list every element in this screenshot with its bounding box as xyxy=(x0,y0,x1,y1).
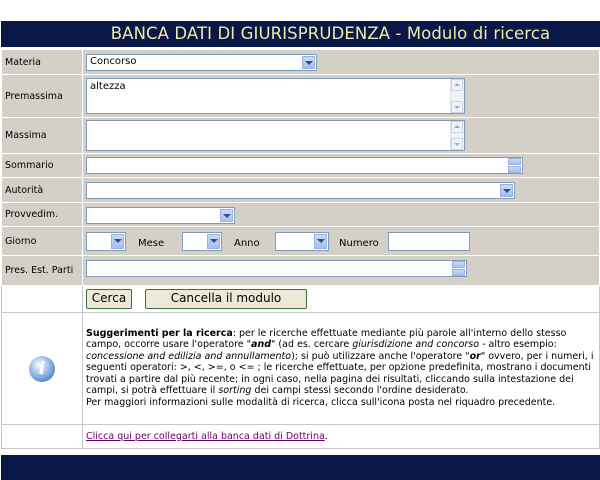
info-text-7: Per maggiori informazioni sulle modalità di ricerca, clicca sull'icona posta nel riquadro precedente. xyxy=(86,396,556,408)
link-period: . xyxy=(324,431,328,442)
page-header xyxy=(1,21,600,47)
row-buttons xyxy=(2,286,600,313)
materia-label: Materia xyxy=(2,50,83,75)
mese-select[interactable] xyxy=(182,232,222,251)
spin-up-icon[interactable] xyxy=(452,261,465,268)
scroll-down-icon[interactable] xyxy=(451,101,463,113)
row-sommario xyxy=(2,154,600,178)
row-premassima xyxy=(2,75,600,118)
materia-value: Concorso xyxy=(90,56,137,67)
massima-scrollbar[interactable] xyxy=(450,121,464,150)
giorno-label: Giorno xyxy=(2,227,83,256)
info-or: or xyxy=(469,350,481,362)
provvedim-cell xyxy=(83,203,600,227)
info-text xyxy=(83,313,600,425)
info-text-3: - altro esempio: xyxy=(479,339,557,351)
numero-label: Numero xyxy=(339,238,379,249)
giorno-cell xyxy=(83,227,600,256)
scroll-up-icon[interactable] xyxy=(451,121,463,133)
row-pres-est xyxy=(2,256,600,286)
chevron-down-icon[interactable] xyxy=(302,56,315,69)
row-info xyxy=(2,313,600,425)
cerca-button[interactable]: Cerca xyxy=(86,289,132,309)
premassima-value: altezza xyxy=(90,81,126,92)
autorita-select[interactable] xyxy=(86,182,515,199)
chevron-down-icon[interactable] xyxy=(314,234,327,249)
pres-est-label: Pres. Est. Parti xyxy=(2,256,83,286)
info-icon-cell xyxy=(2,313,83,425)
materia-cell xyxy=(83,50,600,75)
materia-select[interactable] xyxy=(86,54,317,71)
page-footer xyxy=(1,455,600,480)
row-link xyxy=(2,425,600,449)
sommario-cell xyxy=(83,154,600,178)
premassima-cell xyxy=(83,75,600,118)
info-example-2: concessione and edilizia and annullamento xyxy=(86,350,292,362)
massima-cell xyxy=(83,118,600,154)
chevron-down-icon[interactable] xyxy=(500,184,513,197)
row-giorno xyxy=(2,227,600,256)
buttons-spacer xyxy=(2,286,83,313)
giorno-select[interactable] xyxy=(86,232,126,251)
premassima-scrollbar[interactable] xyxy=(450,79,464,113)
mese-label: Mese xyxy=(138,238,165,249)
massima-label: Massima xyxy=(2,118,83,154)
info-icon[interactable]: i xyxy=(29,356,55,382)
scroll-down-icon[interactable] xyxy=(451,138,463,150)
premassima-label: Premassima xyxy=(2,75,83,118)
chevron-down-icon[interactable] xyxy=(220,209,233,222)
autorita-cell xyxy=(83,178,600,203)
pres-est-cell xyxy=(83,256,600,286)
provvedim-select[interactable] xyxy=(86,207,235,224)
info-example-1: giurisdizione and concorso xyxy=(352,339,480,351)
anno-select[interactable] xyxy=(275,232,329,251)
provvedim-label: Provvedim. xyxy=(2,203,83,227)
row-materia xyxy=(2,50,600,75)
pres-est-input[interactable] xyxy=(86,260,467,277)
row-provvedim xyxy=(2,203,600,227)
anno-label: Anno xyxy=(234,238,260,249)
massima-textarea[interactable] xyxy=(86,120,465,151)
info-text-2: " (ad es. cercare xyxy=(271,339,353,351)
spin-down-icon[interactable] xyxy=(452,269,465,276)
scroll-up-icon[interactable] xyxy=(451,79,463,91)
chevron-down-icon[interactable] xyxy=(207,234,220,249)
link-cell xyxy=(83,425,600,449)
row-massima xyxy=(2,118,600,154)
sommario-label: Sommario xyxy=(2,154,83,178)
chevron-down-icon[interactable] xyxy=(111,234,124,249)
spin-down-icon[interactable] xyxy=(508,166,521,173)
row-autorita xyxy=(2,178,600,203)
page-title: BANCA DATI DI GIURISPRUDENZA - Modulo di ricerca xyxy=(110,24,551,43)
premassima-textarea[interactable] xyxy=(86,78,465,114)
dottrina-link[interactable]: Clicca qui per collegarti alla banca dati di Dottrina xyxy=(86,431,325,442)
info-title: Suggerimenti per la ricerca xyxy=(86,327,233,339)
autorita-label: Autorità xyxy=(2,178,83,203)
info-text-1: : per le ricerche effettuate mediante più parole all'interno dello stesso campo, occorre usare l'operatore " xyxy=(86,327,567,351)
numero-input[interactable] xyxy=(388,232,470,251)
sommario-input[interactable] xyxy=(86,157,523,174)
spin-up-icon[interactable] xyxy=(508,158,521,165)
search-form xyxy=(1,49,600,449)
info-sorting: sorting xyxy=(218,385,252,397)
info-text-5: " ovvero, per i numeri, i seguenti operatori: >, <, >=, o <= ; le ricerche effettuate, per opzione predefinita, mostrano i documenti trovati a partire dal più recente; in ogni caso, nella pagina dei risultati, cliccando sulla intestazione dei campi, si potrà effettuare il xyxy=(86,350,594,397)
info-text-4: ); si può utilizzare anche l'operatore " xyxy=(291,350,470,362)
info-text-6: dei campi stessi secondo l'ordine desiderato. xyxy=(251,385,469,397)
link-spacer xyxy=(2,425,83,449)
info-and: and xyxy=(251,339,272,351)
buttons-cell xyxy=(83,286,600,313)
cancella-modulo-button[interactable]: Cancella il modulo xyxy=(145,289,307,309)
